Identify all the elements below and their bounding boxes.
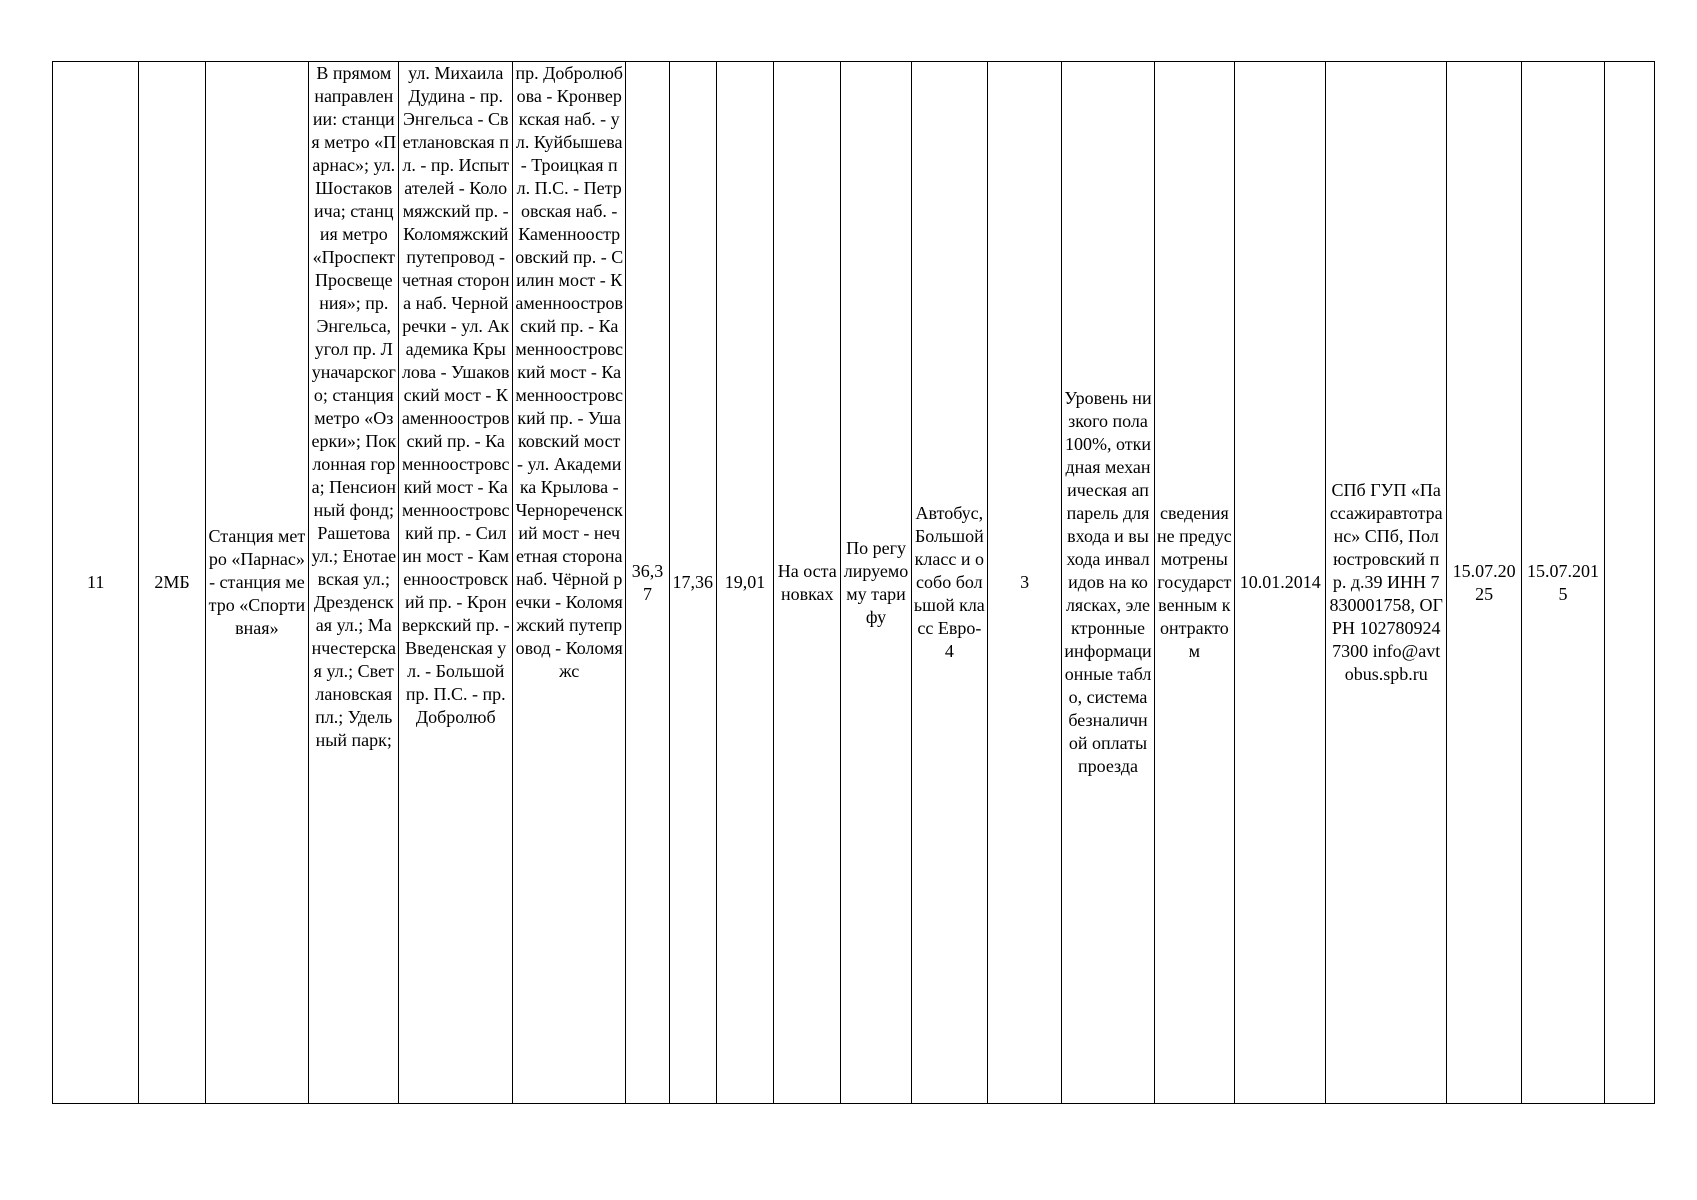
contract-cell	[1154, 62, 1234, 1104]
length-total-cell	[716, 62, 773, 1104]
row-number: 11	[87, 572, 105, 592]
tariff-cell	[841, 62, 911, 1104]
date-b-cell	[1522, 62, 1604, 1104]
vehicle-features-cell	[1062, 62, 1154, 1104]
length-forward: 36,37	[631, 560, 664, 604]
date-a: 15.07.2025	[1452, 560, 1516, 604]
streets-backward: пр. Добролюбова - Кронверкская наб. - ул. Куйбышева - Троицкая пл. П.С. - Петровская наб. - Каменноостровский пр. - Силин мост - Каменноостровский пр. - Каменноостровский мост - Каменноостровский пр. - Ушаковский мост - ул. Академика Крылова - Чернореченский мост - нечетная сторона наб. Чёрной речки - Коломяжский путепровод - Коломяжс	[515, 63, 624, 681]
stops-cell	[309, 62, 399, 1104]
row-number-cell	[53, 62, 139, 1104]
start-date-cell	[1235, 62, 1326, 1104]
extra-cell	[1604, 62, 1654, 1104]
route-registry-table	[52, 61, 1655, 1104]
boarding-order-cell	[774, 62, 841, 1104]
streets-forward: ул. Михаила Дудина - пр. Энгельса - Светлановская пл. - пр. Испытателей - Коломяжский пр. - Коломяжский путепровод - четная сторона наб. Черной речки - ул. Академика Крылова - Ушаковский мост - Каменноостровский пр. - Каменноостровский мост - Каменноостровский пр. - Силин мост - Каменноостровский пр. - Кронверкский пр. - Введенская ул. - Большой пр. П.С. - пр. Добролюб	[401, 63, 510, 727]
route-code: 2МБ	[154, 572, 190, 592]
length-forward-cell	[626, 62, 669, 1104]
streets-forward-cell	[399, 62, 512, 1104]
date-b: 15.07.2015	[1526, 560, 1599, 604]
vehicle-count-cell	[988, 62, 1062, 1104]
boarding-order: На остановках	[777, 560, 837, 604]
date-a-cell	[1446, 62, 1521, 1104]
route-name: Станция метро «Парнас» - станция метро «Спортивная»	[208, 526, 306, 638]
start-date: 10.01.2014	[1239, 572, 1321, 592]
carrier-info: СПб ГУП «Пассажиравтотранс» СПб, Полюстровский пр. д.39 ИНН 7830001758, ОГРН 1027809247300 info@avtobus.spb.ru	[1329, 480, 1443, 684]
vehicle-type: Автобус, Большой класс и особо большой класс Евро-4	[913, 503, 985, 661]
streets-backward-cell	[512, 62, 625, 1104]
carrier-cell	[1326, 62, 1447, 1104]
vehicle-type-cell	[911, 62, 987, 1104]
length-backward-cell	[669, 62, 716, 1104]
vehicle-count: 3	[1020, 572, 1030, 592]
length-backward: 17,36	[672, 572, 713, 592]
vehicle-features: Уровень низкого пола 100%, откидная механическая аппарель для входа и выхода инвалидов на колясках, электронные информационные табло, система безналичной оплаты проезда	[1064, 388, 1152, 776]
tariff: По регулируемому тарифу	[843, 537, 909, 627]
table-row	[53, 62, 1655, 1104]
length-total: 19,01	[724, 572, 766, 592]
stops-list: В прямом направлении: станция метро «Парнас»; ул. Шостаковича; станция метро «Проспект Просвещения»; пр. Энгельса, угол пр. Луначарского; станция метро «Озерки»; Поклонная гора; Пенсионный фонд; Рашетова ул.; Енотаевская ул.; Дрезденская ул.; Манчестерская ул.; Светлановская пл.; Удельный парк;	[311, 63, 397, 750]
contract-info: сведения не предусмотрены государственным контрактом	[1157, 503, 1232, 661]
route-code-cell	[139, 62, 205, 1104]
route-name-cell	[205, 62, 308, 1104]
